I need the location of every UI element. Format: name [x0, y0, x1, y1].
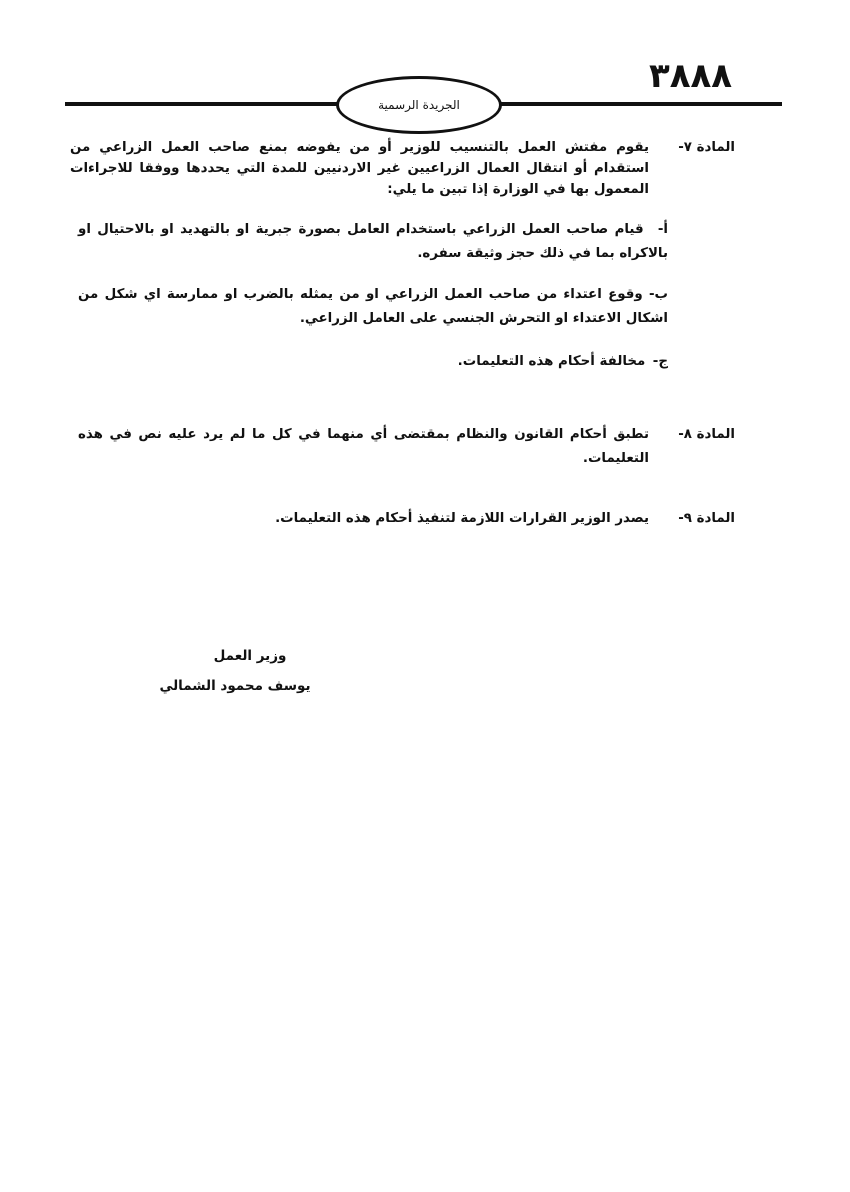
item-marker: ج-	[652, 354, 668, 369]
article-label: المادة ٩-	[678, 511, 735, 526]
item-marker: ب-	[648, 287, 668, 302]
item-text: قيام صاحب العمل الزراعي باستخدام العامل بصورة جبرية او بالتهديد او بالاحتيال او بالاكراه بما في ذلك حجز وثيقة سفره.	[78, 222, 668, 261]
item-text: وقوع اعتداء من صاحب العمل الزراعي او من يمثله بالضرب او ممارسة اي شكل من اشكال الاعتداء او التحرش الجنسي على العامل الزراعي.	[78, 287, 668, 326]
article-label: المادة ٨-	[678, 427, 735, 442]
signature-name: يوسف محمود الشمالي	[159, 678, 311, 694]
gazette-title: الجريدة الرسمية	[378, 98, 460, 112]
article-7-item-a	[78, 218, 668, 266]
signature-block	[140, 641, 330, 701]
gazette-title-oval	[336, 76, 502, 134]
article-7-item-b	[78, 283, 668, 331]
article-text: يقوم مفتش العمل بالتنسيب للوزير أو من يفوضه بمنع صاحب العمل الزراعي من استقدام أو انتقال العمال الزراعيين غير الاردنيين للمدة التي يحددها ووفقا للاجراءات المعمول بها في الوزارة إذا تبين ما يلي:	[70, 140, 649, 197]
item-marker: أ-	[657, 222, 668, 237]
article-8	[78, 423, 735, 471]
article-text: يصدر الوزير القرارات اللازمة لتنفيذ أحكام هذه التعليمات.	[275, 511, 649, 526]
item-text: مخالفة أحكام هذه التعليمات.	[457, 354, 646, 369]
signature-title: وزير العمل	[213, 648, 287, 664]
article-9	[78, 508, 735, 529]
page-number: ٣٨٨٨	[648, 56, 732, 96]
article-label: المادة ٧-	[678, 140, 735, 155]
article-7	[70, 137, 735, 200]
article-7-item-c	[78, 350, 668, 374]
article-text: تطبق أحكام القانون والنظام بمقتضى أي منهما في كل ما لم يرد عليه نص في هذه التعليمات.	[78, 427, 649, 466]
